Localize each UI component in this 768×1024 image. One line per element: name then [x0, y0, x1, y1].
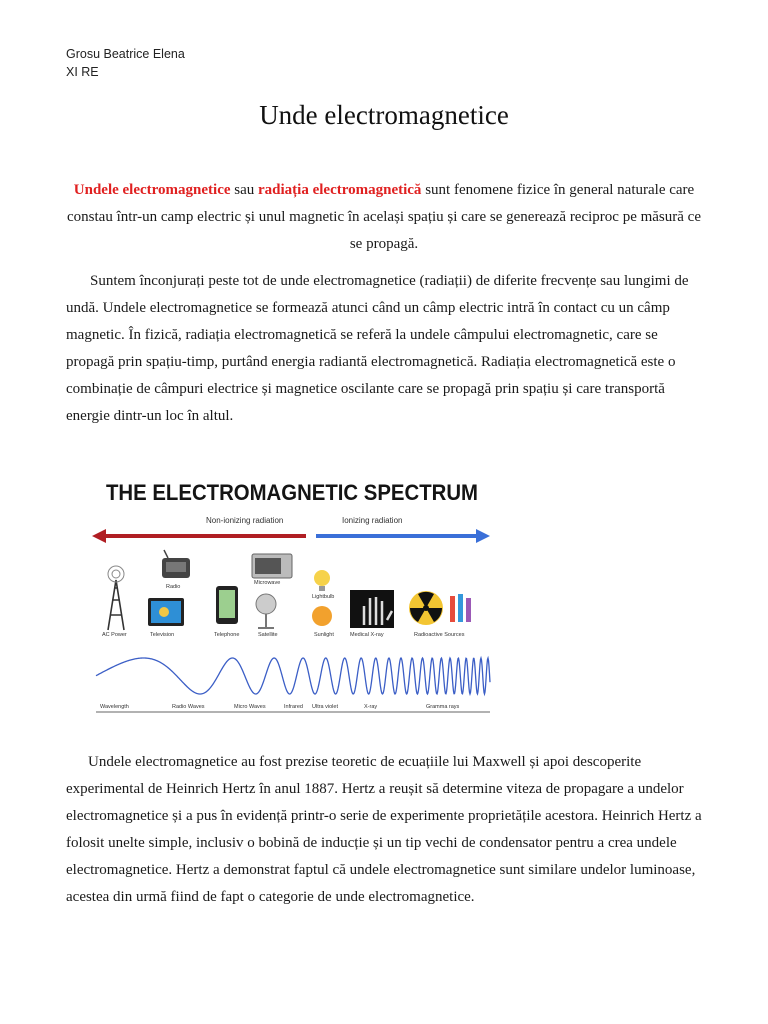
- band-label: Ultra violet: [312, 704, 338, 710]
- document-title: Unde electromagnetice: [259, 100, 509, 130]
- spectrum-svg: [86, 470, 500, 720]
- source-label: Radioactive Sources: [414, 632, 465, 638]
- ionizing-label: Ionizing radiation: [342, 516, 403, 525]
- band-label: Radio Waves: [172, 704, 205, 710]
- figure-title: THE ELECTROMAGNETIC SPECTRUM: [106, 480, 478, 505]
- body-paragraph-2: Undele electromagnetice au fost prezise teoretic de ecuațiile lui Maxwell și apoi descoperite experimental de Heinrich Hertz în anul 1887. Hertz a reușit să determine viteza de propagare a undelor electromagnetice și a pus în evidență printr-o serie de experimente proprietățile acestora. Heinrich Hertz a folosit unelte simple, inclusiv o bobină de inducție și un tip vechi de condensator pentru a crea undele electromagnetice. Hertz a demonstrat faptul că undele electromagnetice sunt similare undelor luminoase, acestea din urmă fiind de fapt o categorie de unde electromagnetice.: [66, 754, 702, 905]
- intro-connector: sau: [230, 182, 259, 198]
- radio-icon: [162, 550, 190, 578]
- sun-icon: [312, 606, 332, 626]
- band-label: Gramma rays: [426, 704, 460, 710]
- lightbulb-icon: [314, 570, 330, 591]
- author-class: XI RE: [66, 65, 99, 79]
- electromagnetic-spectrum-figure: [86, 470, 500, 720]
- ionizing-arrow: [316, 529, 490, 543]
- intro-rest: sunt fenomene fizice în general naturale care constau într-un camp electric și unul magnetic în același spațiu și care se generează reciproc pe măsură ce se propagă.: [67, 182, 701, 252]
- source-label: AC Power: [102, 632, 127, 638]
- source-label: Television: [150, 632, 175, 638]
- source-label: Medical X-ray: [350, 632, 384, 638]
- intro-term-2: radiația electromagnetică: [258, 182, 422, 198]
- television-icon: [148, 598, 184, 626]
- source-label: Satellite: [258, 632, 278, 638]
- band-label: Infrared: [284, 704, 303, 710]
- xray-hand-icon: [350, 590, 394, 628]
- telephone-icon: [216, 586, 238, 624]
- satellite-icon: [256, 594, 276, 628]
- author-name: Grosu Beatrice Elena: [66, 47, 185, 61]
- intro-term-1: Undele electromagnetice: [73, 182, 231, 198]
- test-tubes-icon: [450, 594, 471, 622]
- ac-power-tower-icon: [108, 566, 124, 630]
- source-label: Lightbulb: [312, 594, 335, 600]
- source-label: Sunlight: [314, 632, 334, 638]
- band-label: Micro Waves: [234, 704, 266, 710]
- em-wave: [96, 658, 490, 694]
- microwave-icon: [252, 554, 292, 578]
- source-label: Telephone: [214, 632, 240, 638]
- intro-paragraph: [66, 177, 702, 258]
- source-label: Microwave: [254, 580, 281, 586]
- body-paragraph-1: Suntem înconjurați peste tot de unde electromagnetice (radiații) de diferite frecvențe sau lungimi de undă. Undele electromagnetice se formează atunci când un câmp electric intră în contact cu un câmp magnetic. În fizică, radiația electromagnetică se referă la undele câmpului electromagnetic, care se propagă prin spațiu-timp, purtând energia radiantă electromagnetică. Radiația electromagnetică este o combinație de câmpuri electrice și magnetice oscilante care se propagă prin spațiu și care transportă energie dintr-un loc în altul.: [66, 273, 689, 424]
- radioactive-icon: [409, 591, 443, 625]
- non-ionizing-label: Non-ionizing radiation: [206, 516, 284, 525]
- band-label: X-ray: [364, 704, 378, 710]
- band-label: Wavelength: [100, 704, 129, 710]
- source-label: Radio: [166, 584, 181, 590]
- non-ionizing-arrow: [92, 529, 306, 543]
